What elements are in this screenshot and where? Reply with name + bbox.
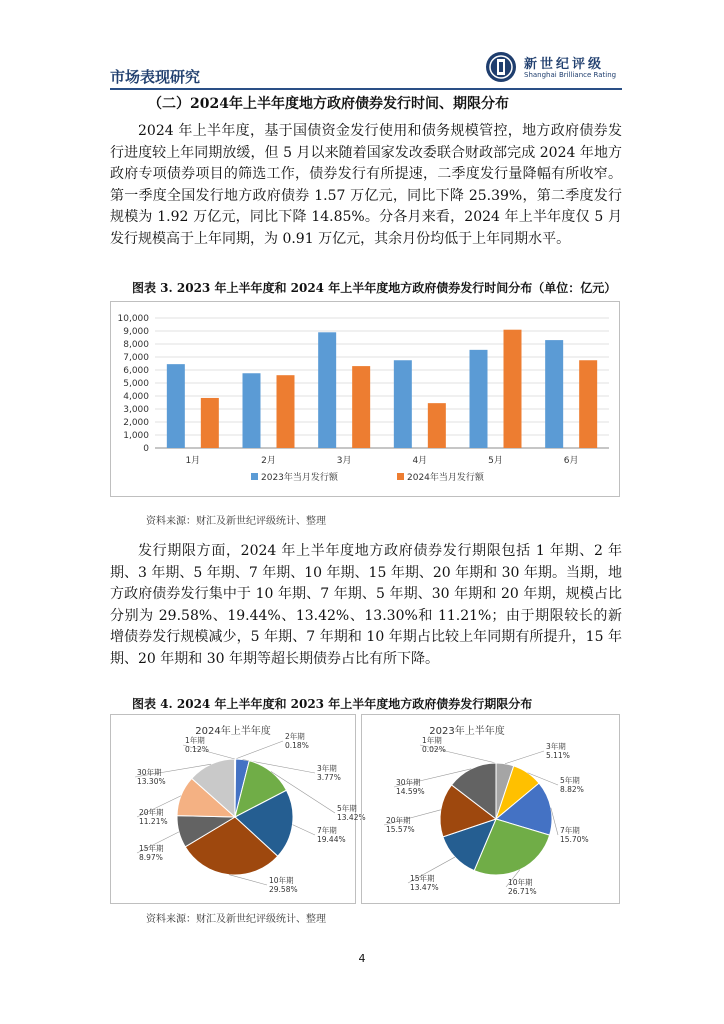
slice-label: 1年期 <box>422 736 442 745</box>
paragraph-issuance-term <box>110 541 622 670</box>
x-tick-label: 5月 <box>488 456 503 466</box>
paragraph-text: 发行期限方面，2024 年上半年度地方政府债券发行期限包括 1 年期、2 年期、3 年期、5 年期、7 年期、10 年期、15 年期、20 年期和 30 年期。当期，地方政府债券发行集中于 10 年期、7 年期、5 年期、30 年期和 20 年期，规模占比分别为 29.58%、19.44%、13.42%、13.30%和 11.21%；由于期限较长的新增债券发行规模减少，5 年期、7 年期和 10 年期占比较上年同期有所提升，15 年期、20 年期和 30 年期等超长期债券占比有所下降。 <box>110 543 622 667</box>
pie-title: 2024年上半年度 <box>195 726 271 737</box>
figure4-title: 图表 4. 2024 年上半年度和 2023 年上半年度地方政府债券发行期限分布 <box>132 697 533 711</box>
pie-chart-2023 <box>361 714 620 904</box>
x-tick-label: 1月 <box>185 456 201 466</box>
pie-title: 2023年上半年度 <box>429 726 505 737</box>
pie-2023-svg <box>362 715 619 903</box>
y-tick-label: 7,000 <box>123 353 149 363</box>
slice-label: 30年期 <box>137 768 162 777</box>
y-tick-label: 5,000 <box>123 379 149 389</box>
slice-percent: 11.21% <box>139 817 168 826</box>
slice-label: 10年期 <box>269 876 294 885</box>
x-tick-label: 3月 <box>336 456 352 466</box>
slice-percent: 8.97% <box>139 853 163 862</box>
slice-label: 30年期 <box>396 778 421 787</box>
slice-label: 15年期 <box>410 874 435 883</box>
bar-2024 <box>277 375 295 448</box>
y-tick-label: 9,000 <box>123 327 149 337</box>
slice-percent: 26.71% <box>508 887 537 896</box>
y-tick-label: 8,000 <box>123 340 149 350</box>
slice-percent: 13.42% <box>337 813 366 822</box>
slice-label: 5年期 <box>337 804 357 813</box>
slice-label: 7年期 <box>317 826 337 835</box>
slice-label: 3年期 <box>546 742 566 751</box>
legend-label: 2023年当月发行额 <box>261 473 338 483</box>
bar-2023 <box>167 364 185 448</box>
leader-line <box>229 875 267 885</box>
slice-percent: 13.47% <box>410 883 439 892</box>
slice-percent: 8.82% <box>560 785 584 794</box>
slice-percent: 0.18% <box>285 741 309 750</box>
pie-2024-svg <box>111 715 366 903</box>
leader-line <box>235 741 283 759</box>
slice-percent: 5.11% <box>546 751 570 760</box>
bar-2023 <box>243 373 261 448</box>
logo-chinese-name: 新世纪评级 <box>524 57 605 72</box>
brand-logo <box>484 50 624 84</box>
slice-label: 7年期 <box>560 826 580 835</box>
y-tick-label: 10,000 <box>117 314 149 324</box>
slice-label: 1年期 <box>185 736 205 745</box>
bar-chart-svg <box>111 302 619 496</box>
header-divider <box>110 88 622 90</box>
pie-chart-2024 <box>110 714 366 904</box>
slice-percent: 14.59% <box>396 787 425 796</box>
leader-line <box>505 751 544 764</box>
logo-english-name: Shanghai Brilliance Rating <box>524 71 617 79</box>
bar-2024 <box>201 398 219 448</box>
slice-label: 10年期 <box>508 878 533 887</box>
bar-2023 <box>470 350 488 448</box>
legend-swatch <box>251 473 258 480</box>
x-tick-label: 4月 <box>412 456 428 466</box>
slice-label: 20年期 <box>386 816 411 825</box>
header-section-title: 市场表现研究 <box>110 68 201 86</box>
y-tick-label: 0 <box>143 444 149 454</box>
bar-2024 <box>504 330 522 448</box>
figure3-title: 图表 3. 2023 年上半年度和 2024 年上半年度地方政府债券发行时间分布（单位：亿元） <box>132 281 617 295</box>
y-tick-label: 4,000 <box>123 392 149 402</box>
y-tick-label: 2,000 <box>123 418 149 428</box>
monthly-issuance-bar-chart <box>110 301 620 497</box>
slice-label: 3年期 <box>317 764 337 773</box>
x-tick-label: 6月 <box>563 456 579 466</box>
slice-percent: 3.77% <box>317 773 341 782</box>
bar-2023 <box>318 332 336 448</box>
slice-percent: 15.57% <box>386 825 415 834</box>
y-tick-label: 6,000 <box>123 366 149 376</box>
section-title: （二）2024年上半年度地方政府债券发行时间、期限分布 <box>148 96 509 112</box>
slice-percent: 29.58% <box>269 885 298 894</box>
legend-swatch <box>397 473 404 480</box>
slice-label: 20年期 <box>139 808 164 817</box>
bar-2024 <box>428 403 446 448</box>
slice-percent: 0.02% <box>422 745 446 754</box>
figure3-source: 资料来源：财汇及新世纪评级统计、整理 <box>146 516 326 527</box>
slice-percent: 19.44% <box>317 835 346 844</box>
slice-percent: 15.70% <box>560 835 589 844</box>
bar-2024 <box>579 360 597 448</box>
bar-2023 <box>394 360 412 448</box>
y-tick-label: 3,000 <box>123 405 149 415</box>
figure4-source: 资料来源：财汇及新世纪评级统计、整理 <box>146 914 326 925</box>
bar-2023 <box>545 340 563 448</box>
slice-percent: 13.30% <box>137 777 166 786</box>
logo-emblem-icon <box>484 50 520 84</box>
slice-percent: 0.12% <box>185 745 209 754</box>
paragraph-text: 2024 年上半年度，基于国债资金发行使用和债务规模管控，地方政府债券发行进度较上年同期放缓，但 5 月以来随着国家发改委联合财政部完成 2024 年地方政府专项债券项目的筛选工作，债券发行有所提速，二季度发行量降幅有所收窄。第一季度全国发行地方政府债券 1.57 万亿元，同比下降 25.39%，第二季度发行规模为 1.92 万亿元，同比下降 14.85%。分各月来看，2024 年上半年度仅 5 月发行规模高于上年同期，为 0.91 万亿元，其余月份均低于上年同期水平。 <box>110 123 622 247</box>
y-tick-label: 1,000 <box>123 431 149 441</box>
slice-label: 5年期 <box>560 776 580 785</box>
leader-line <box>292 825 315 835</box>
paragraph-issuance-timing <box>110 121 622 250</box>
slice-label: 15年期 <box>139 844 164 853</box>
x-tick-label: 2月 <box>261 456 276 466</box>
legend-label: 2024年当月发行额 <box>407 473 484 483</box>
bar-2024 <box>352 366 370 448</box>
page-number: 4 <box>358 952 366 965</box>
slice-label: 2年期 <box>285 732 305 741</box>
